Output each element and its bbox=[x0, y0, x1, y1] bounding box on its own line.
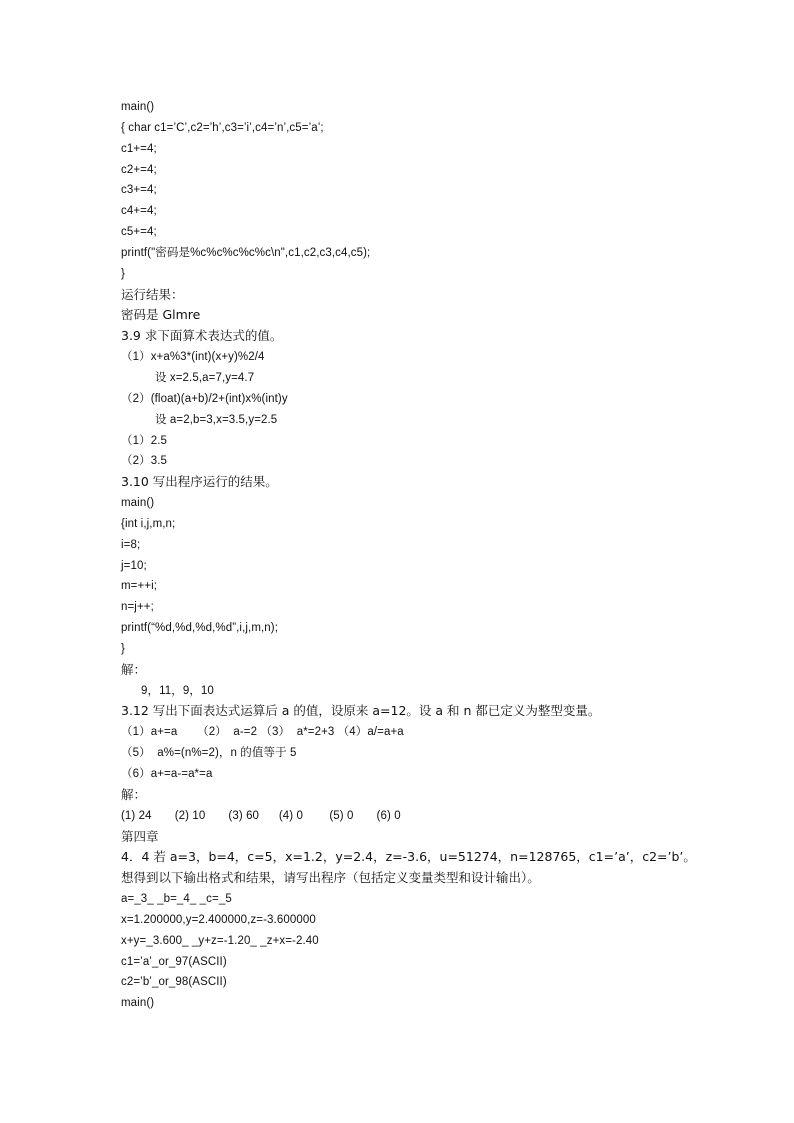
code-line: main() bbox=[121, 101, 155, 113]
code-line: } bbox=[121, 267, 125, 280]
code-line: m=++i; bbox=[121, 580, 158, 593]
code-line: { char c1=’C’,c2=’h’,c3=’i’,c4=’n’,c5=’a’; bbox=[121, 121, 324, 134]
code-line: c1=’a’_or_97(ASCII) bbox=[121, 955, 227, 968]
code-line: (1) 24 (2) 10 (3) 60 (4) 0 (5) 0 (6) 0 bbox=[121, 809, 401, 822]
code-line: c1+=4; bbox=[121, 142, 157, 155]
code-line: {int i,j,m,n; bbox=[121, 517, 176, 530]
code-line: x=1.200000,y=2.400000,z=-3.600000 bbox=[121, 913, 316, 926]
code-line: （1）a+=a （2） a-=2 （3） a*=2+3 （4）a/=a+a bbox=[121, 726, 404, 739]
text-line: 解： bbox=[121, 661, 147, 677]
code-line: c3+=4; bbox=[121, 184, 157, 197]
code-line: 设 x=2.5,a=7,y=4.7 bbox=[155, 371, 255, 384]
code-line: （2）3.5 bbox=[121, 455, 167, 468]
text-line: 4．4 若 a=3，b=4，c=5，x=1.2，y=2.4，z=-3.6，u=51274，n=128765，c1=’a’，c2=’b’。 bbox=[121, 849, 696, 865]
code-line: （1）2.5 bbox=[121, 434, 167, 447]
text-line: 运行结果： bbox=[121, 286, 184, 302]
code-line: } bbox=[121, 642, 125, 655]
code-line: main() bbox=[121, 997, 155, 1010]
code-line: j=10; bbox=[121, 559, 147, 572]
code-line: c5+=4; bbox=[121, 226, 157, 239]
code-line: main() bbox=[121, 497, 155, 510]
code-line: x+y=_3.600_ _y+z=-1.20_ _z+x=-2.40 bbox=[121, 934, 319, 947]
code-line: （2）(float)(a+b)/2+(int)x%(int)y bbox=[121, 392, 288, 405]
code-line: c2+=4; bbox=[121, 163, 157, 176]
text-line: 密码是 Glmre bbox=[121, 307, 201, 323]
code-line: c2=’b’_or_98(ASCII) bbox=[121, 976, 227, 989]
text-line: 3.10 写出程序运行的结果。 bbox=[121, 474, 278, 490]
document-body bbox=[121, 97, 721, 1014]
code-line: （5） a%=(n%=2)，n 的值等于 5 bbox=[121, 747, 297, 760]
text-line: 3.12 写出下面表达式运算后 a 的值，设原来 a=12。设 a 和 n 都已定义为整型变量。 bbox=[121, 703, 601, 719]
text-line: 3.9 求下面算术表达式的值。 bbox=[121, 328, 283, 344]
code-line: （1）x+a%3*(int)(x+y)%2/4 bbox=[121, 351, 265, 364]
code-line: （6）a+=a-=a*=a bbox=[121, 768, 213, 780]
code-line: 9，11，9，10 bbox=[141, 684, 214, 697]
code-line: 设 a=2,b=3,x=3.5,y=2.5 bbox=[155, 413, 278, 426]
code-line: n=j++; bbox=[121, 601, 154, 614]
code-line: printf(“%d,%d,%d,%d”,i,j,m,n); bbox=[121, 622, 279, 635]
code-line: c4+=4; bbox=[121, 205, 157, 218]
text-line: 想得到以下输出格式和结果，请写出程序（包括定义变量类型和设计输出）。 bbox=[121, 870, 540, 886]
code-line: printf("密码是%c%c%c%c%c\n",c1,c2,c3,c4,c5); bbox=[121, 246, 371, 259]
text-line: 第四章 bbox=[121, 828, 159, 844]
text-line: 解： bbox=[121, 786, 147, 802]
code-line: i=8; bbox=[121, 538, 141, 551]
code-line: a=_3_ _b=_4_ _c=_5 bbox=[121, 893, 232, 906]
